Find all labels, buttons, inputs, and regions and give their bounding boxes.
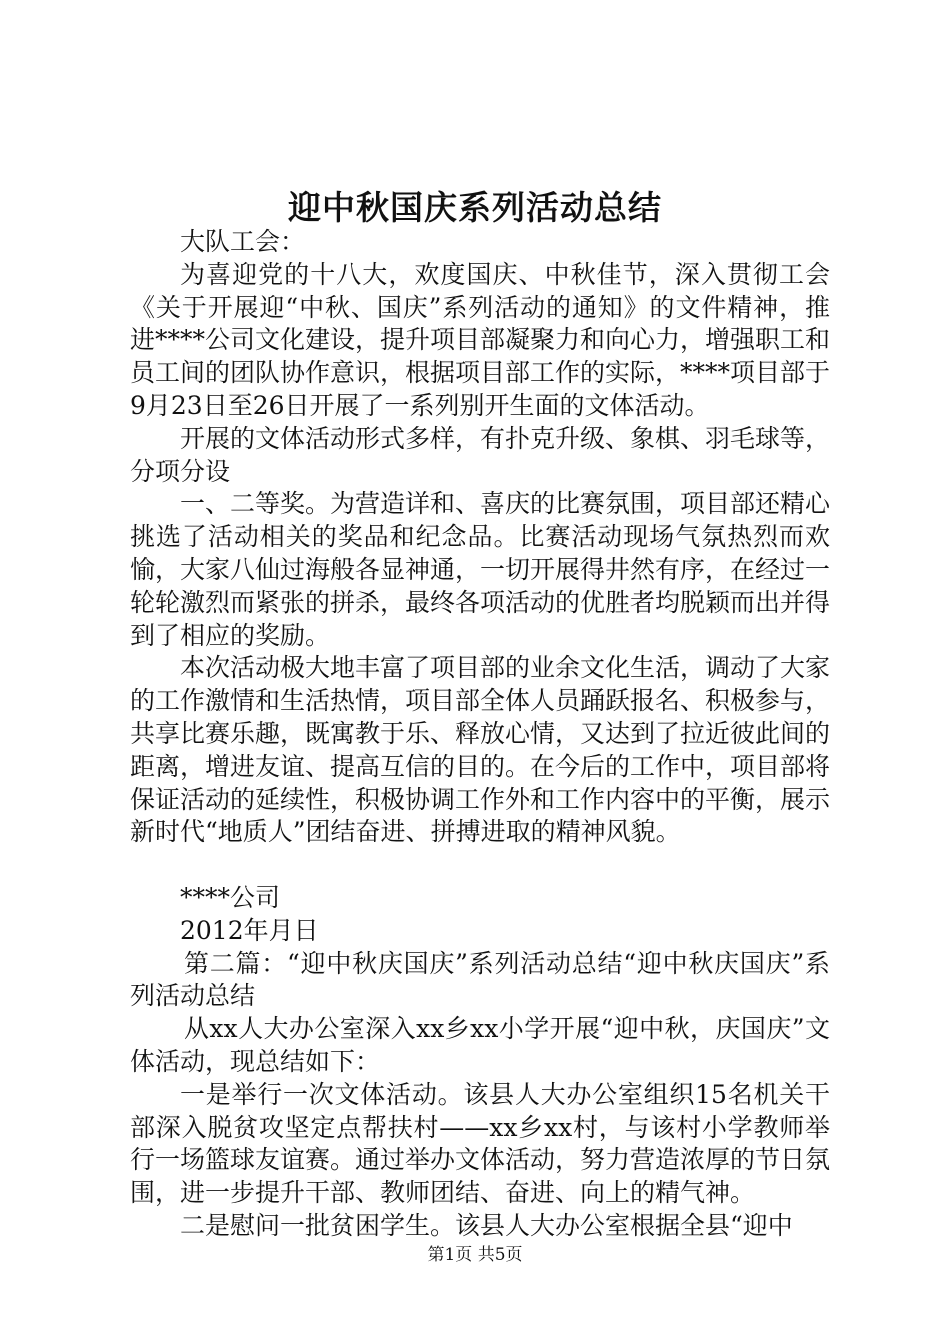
paragraph-conclusion: 本次活动极大地丰富了项目部的业余文化生活，调动了大家的工作激情和生活热情，项目部全体人员踊跃报名、积极参与，共享比赛乐趣，既寓教于乐、释放心情，又达到了拉近彼此间的距离，增进友谊、提高互信的目的。在今后的工作中，项目部将保证活动的延续性，积极协调工作外和工作内容中的平衡，展示新时代“地质人”团结奋进、拼搏进取的精神风貌。 [130, 653, 831, 847]
paragraph-activities: 开展的文体活动形式多样，有扑克升级、象棋、羽毛球等，分项分设 [130, 423, 831, 486]
document-body [130, 226, 830, 1243]
paragraph-awards: 一、二等奖。为营造详和、喜庆的比赛氛围，项目部还精心挑选了活动相关的奖品和纪念品。比赛活动现场气氛热烈而欢愉，大家八仙过海般各显神通，一切开展得井然有序，在经过一轮轮激烈而紧张的拼杀，最终各项活动的优胜者均脱颖而出并得到了相应的奖励。 [130, 489, 831, 650]
paragraph-item-one: 一是举行一次文体活动。该县人大办公室组织15名机关干部深入脱贫攻坚定点帮扶村——xx乡xx村，与该村小学教师举行一场篮球友谊赛。通过举办文体活动，努力营造浓厚的节日氛围，进一步提升干部、教师团结、奋进、向上的精气神。 [130, 1079, 831, 1208]
signature-company: ****公司 [180, 882, 281, 912]
paragraph-second-title: 第二篇：“迎中秋庆国庆”系列活动总结“迎中秋庆国庆”系列活动总结 [130, 948, 830, 1011]
signature-date: 2012年月日 [180, 915, 319, 945]
document-title: 迎中秋国庆系列活动总结 [288, 188, 662, 227]
page-footer: 第1页 共5页 [427, 1245, 523, 1265]
paragraph-second-intro: 从xx人大办公室深入xx乡xx小学开展“迎中秋，庆国庆”文体活动，现总结如下： [130, 1014, 830, 1076]
paragraph-item-two: 二是慰问一批贫困学生。该县人大办公室根据全县“迎中 [180, 1210, 793, 1240]
paragraph-intro: 为喜迎党的十八大，欢度国庆、中秋佳节，深入贯彻工会《关于开展迎“中秋、国庆”系列活动的通知》的文件精神，推进****公司文化建设，提升项目部凝聚力和向心力，增强职工和员工间的团队协作意识，根据项目部工作的实际，****项目部于9月23日至26日开展了一系列别开生面的文体活动。 [130, 259, 831, 420]
paragraph-blank [130, 849, 830, 882]
paragraph-salutation: 大队工会： [180, 227, 306, 256]
